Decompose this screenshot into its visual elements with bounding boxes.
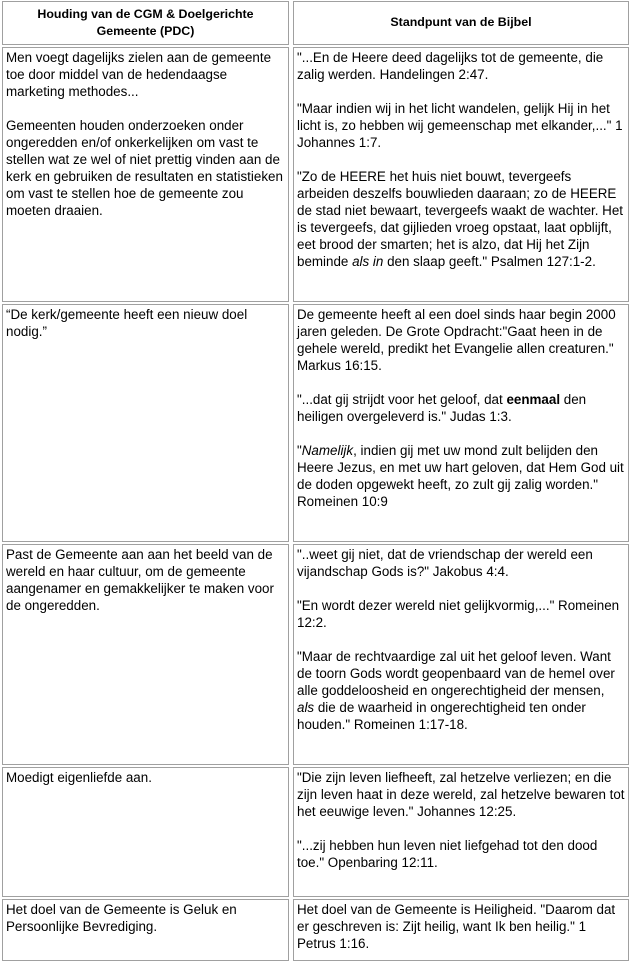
table-header-row [0, 0, 634, 46]
quote-text: "Zo de HEERE het huis niet bouwt, tevergeefs arbeiden deszelfs bouwlieden daaraan; zo de HEERE de stad niet bewaart, tevergeefs waakt de wachter. Het is tevergeefs, dat gijlieden vroeg opstaat, laat opblijft, eet brood der smarten; het is alzo, dat Hij het Zijn beminde [297, 169, 624, 269]
header-col-bible [293, 1, 629, 45]
table-row [0, 46, 634, 303]
attitude-paragraph: Gemeenten houden onderzoeken onder ongeredden en/of onkerkelijken om vast te stellen wat ze wel of niet prettig vinden aan de kerk en gebruiken de resultaten en statistieken om vast te stellen hoe de gemeente zou moeten draaien. [6, 118, 283, 218]
bible-quote: "En wordt dezer wereld niet gelijkvormig,..." Romeinen 12:2. [297, 598, 620, 630]
attitude-cell [2, 304, 289, 542]
attitude-cell [2, 767, 289, 897]
table-row [0, 303, 634, 543]
bible-quote: Het doel van de Gemeente is Heiligheid. "Daarom dat er geschreven is: Zijt heilig, want Ik ben heilig." 1 Petrus 1:16. [297, 902, 616, 951]
quote-emphasis: Namelijk [301, 443, 354, 458]
bible-quote: "Maar indien wij in het licht wandelen, gelijk Hij in het licht is, zo hebben wij gemeenschap met elkander,..." 1 Johannes 1:7. [297, 101, 623, 150]
quote-emphasis: als in [352, 254, 384, 269]
table-row [0, 543, 634, 766]
header-col-bible-text: Standpunt van de Bijbel [390, 15, 532, 29]
attitude-paragraph: Past de Gemeente aan aan het beeld van de wereld en haar cultuur, om de gemeente aangenamer en gemakkelijker te maken voor de ongeredden. [6, 547, 274, 613]
bible-cell [293, 767, 629, 897]
attitude-cell [2, 899, 289, 961]
table-row [0, 766, 634, 898]
quote-text: " [297, 443, 302, 458]
bible-quote: "...zij hebben hun leven niet liefgehad tot den dood toe." Openbaring 12:11. [297, 838, 598, 870]
bible-quote [297, 391, 625, 425]
table-row [0, 898, 634, 962]
bible-quote [297, 442, 625, 510]
header-col-attitude-text: Houding van de CGM & Doelgerichte Gemeente (PDC) [37, 6, 254, 38]
quote-text: "Maar de rechtvaardige zal uit het geloof leven. Want de toorn Gods wordt geopenbaard van de hemel over alle goddeloosheid en ongerechtigheid der mensen, [297, 649, 615, 698]
bible-cell [293, 47, 629, 302]
quote-text: , indien gij met uw mond zult belijden den Heere Jezus, en met uw hart geloven, dat Hem God uit de doden opgewekt heeft, zo zult gij zalig worden." Romeinen 10:9 [297, 443, 624, 509]
quote-emphasis: als [297, 700, 315, 715]
header-col-attitude [2, 1, 289, 45]
bible-quote: "..weet gij niet, dat de vriendschap der wereld een vijandschap Gods is?" Jakobus 4:4. [297, 547, 593, 579]
quote-text: den heiligen overgeleverd is." Judas 1:3. [297, 392, 587, 424]
attitude-paragraph: Men voegt dagelijks zielen aan de gemeente toe door middel van de hedendaagse marketing methodes... [6, 50, 272, 99]
attitude-cell [2, 47, 289, 302]
bible-quote [297, 648, 625, 733]
bible-quote: De gemeente heeft al een doel sinds haar begin 2000 jaren geleden. De Grote Opdracht:"Gaat heen in de gehele wereld, predikt het Evangelie allen creaturen." Markus 16:15. [297, 307, 616, 373]
attitude-paragraph: “De kerk/gemeente heeft een nieuw doel nodig.” [6, 307, 248, 339]
quote-bold: eenmaal [506, 392, 561, 407]
bible-cell [293, 304, 629, 542]
attitude-paragraph: Moedigt eigenliefde aan. [6, 770, 152, 785]
quote-text: "...dat gij strijdt voor het geloof, dat [297, 392, 507, 407]
quote-text: die de waarheid in ongerechtigheid ten onder houden." Romeinen 1:17-18. [297, 700, 586, 732]
bible-cell [293, 544, 629, 765]
bible-cell [293, 899, 629, 961]
bible-quote [297, 168, 625, 270]
bible-quote: "Die zijn leven liefheeft, zal hetzelve verliezen; en die zijn leven haat in deze wereld, zal hetzelve bewaren tot het eeuwige leven." Johannes 12:25. [297, 770, 625, 819]
attitude-cell [2, 544, 289, 765]
bible-quote: "...En de Heere deed dagelijks tot de gemeente, die zalig werden. Handelingen 2:47. [297, 50, 604, 82]
quote-text: den slaap geeft." Psalmen 127:1-2. [383, 254, 596, 269]
attitude-paragraph: Het doel van de Gemeente is Geluk en Persoonlijke Bevrediging. [6, 902, 237, 934]
